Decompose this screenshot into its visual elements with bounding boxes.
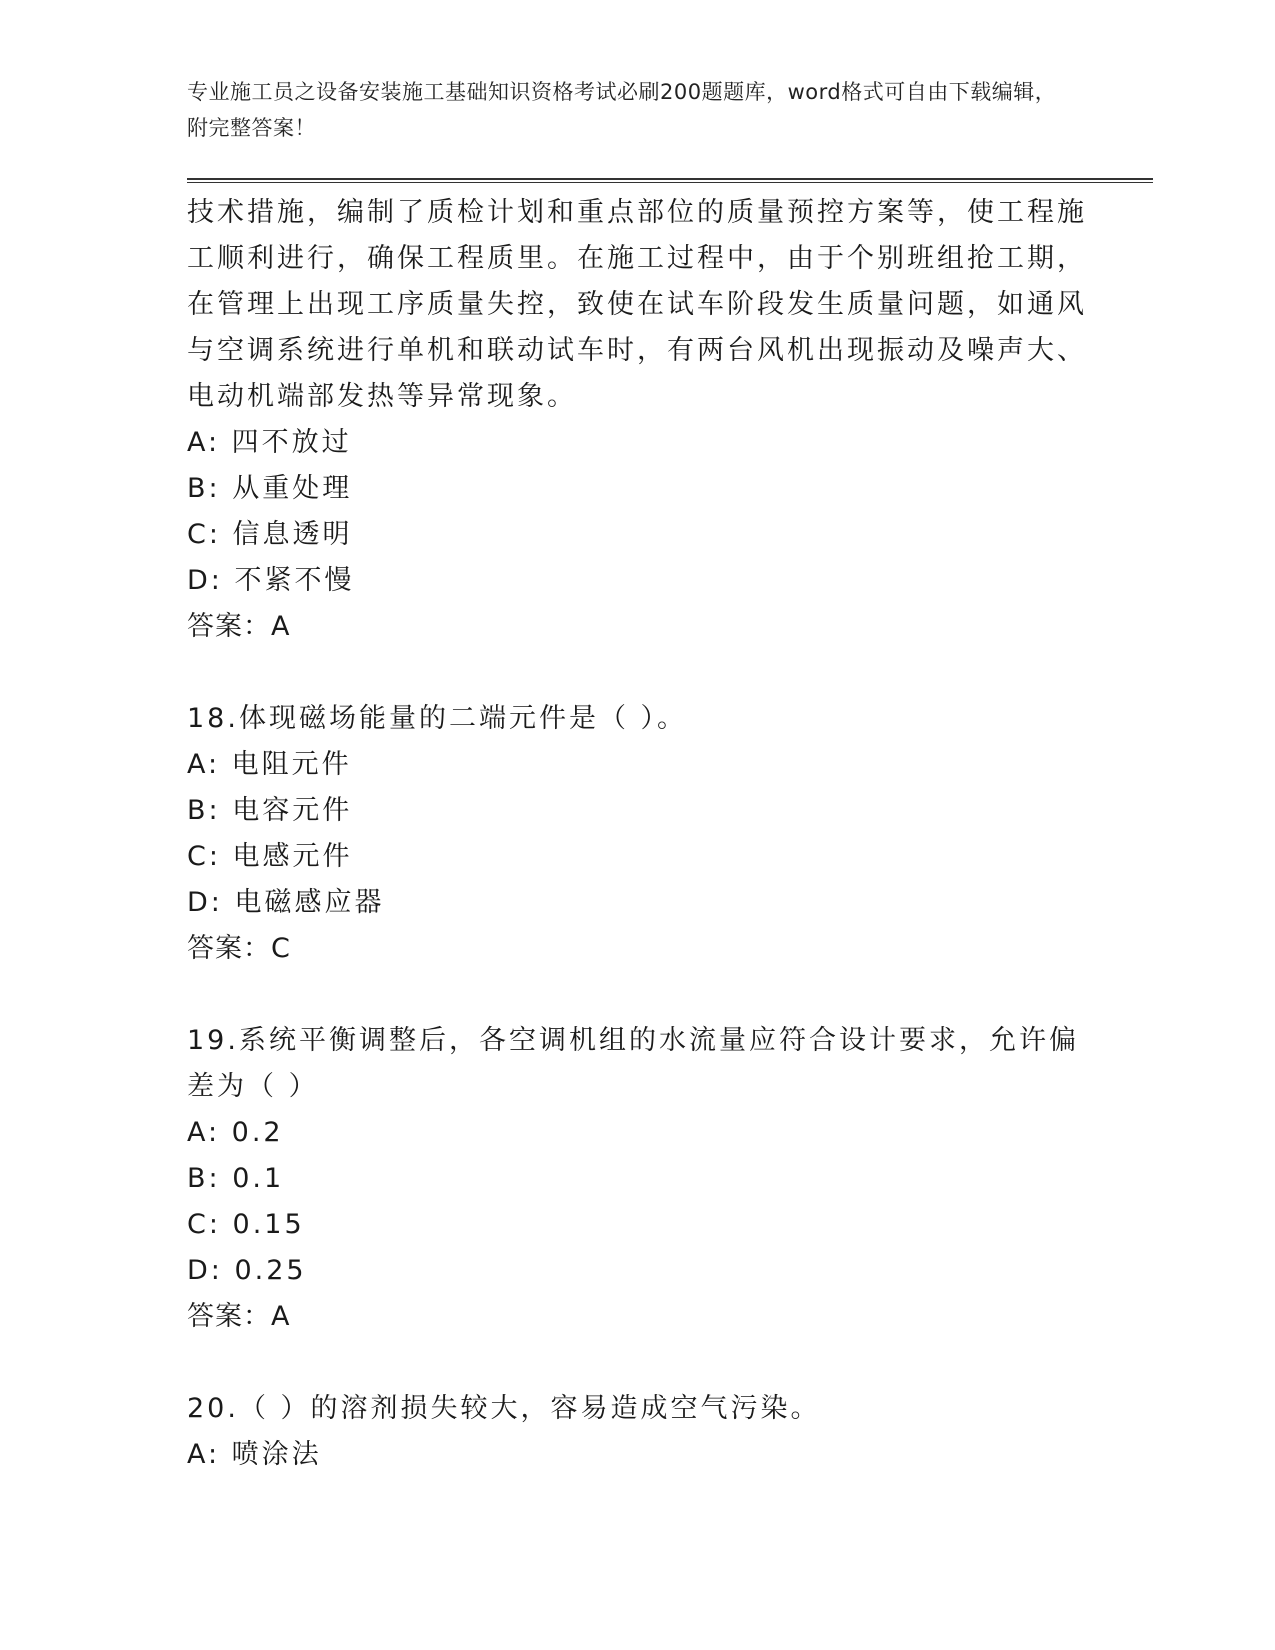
- spacer: [187, 972, 1087, 1018]
- option-a: A: 0.2: [187, 1117, 284, 1148]
- option-a: A: 电阻元件: [187, 749, 352, 780]
- option-b: B: 0.1: [187, 1163, 285, 1194]
- option-a: A: 四不放过: [187, 427, 352, 458]
- continuation-paragraph: 技术措施，编制了质检计划和重点部位的质量预控方案等，使工程施工顺利进行，确保工程质里。在施工过程中，由于个别班组抢工期，在管理上出现工序质量失控，致使在试车阶段发生质量问题，如通风与空调系统进行单机和联动试车时，有两台风机出现振动及噪声大、电动机端部发热等异常现象。: [187, 197, 1087, 412]
- option-b: B: 电容元件: [187, 795, 353, 826]
- option-d: D: 不紧不慢: [187, 565, 355, 596]
- option-c: C: 电感元件: [187, 841, 353, 872]
- spacer: [187, 1340, 1087, 1386]
- option-c: C: 0.15: [187, 1209, 305, 1240]
- option-d: D: 电磁感应器: [187, 887, 385, 918]
- page-header: 专业施工员之设备安装施工基础知识资格考试必刷200题题库，word格式可自由下载编辑，附完整答案！: [187, 80, 1057, 140]
- question-19-stem: 19.系统平衡调整后，各空调机组的水流量应符合设计要求，允许偏差为（ ）: [187, 1025, 1079, 1102]
- header-divider: [187, 178, 1153, 183]
- option-d: D: 0.25: [187, 1255, 307, 1286]
- document-body: [187, 190, 1087, 1478]
- option-c: C: 信息透明: [187, 519, 353, 550]
- answer-line: 答案：A: [187, 1301, 291, 1332]
- spacer: [187, 650, 1087, 696]
- option-b: B: 从重处理: [187, 473, 353, 504]
- question-20-stem: 20.（ ）的溶剂损失较大，容易造成空气污染。: [187, 1393, 821, 1424]
- option-a: A: 喷涂法: [187, 1439, 322, 1470]
- question-18-stem: 18.体现磁场能量的二端元件是（ ）。: [187, 703, 688, 734]
- answer-line: 答案：A: [187, 611, 291, 642]
- answer-line: 答案：C: [187, 933, 291, 964]
